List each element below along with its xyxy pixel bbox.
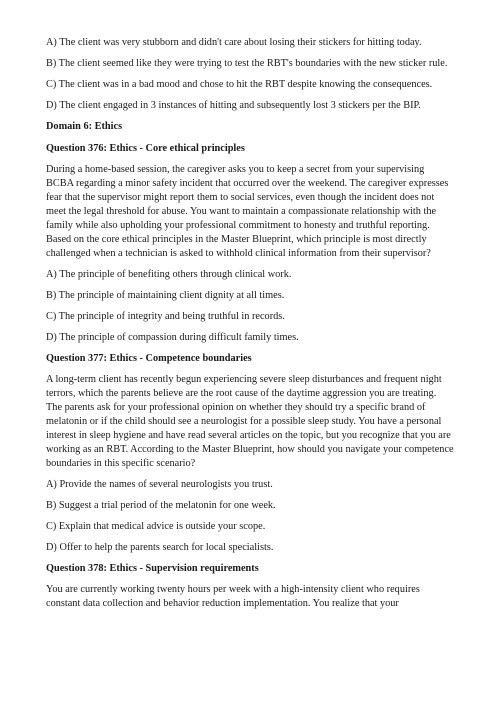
question-block — [46, 142, 454, 345]
question-block — [46, 352, 454, 555]
answer-option: C) Explain that medical advice is outside your scope. — [46, 521, 266, 532]
answer-option: D) Offer to help the parents search for local specialists. — [46, 542, 274, 553]
question-body: You are currently working twenty hours per week with a high-intensity client who requires constant data collection and behavior reduction implementation. You realize that your — [46, 584, 420, 609]
answer-option: D) The client engaged in 3 instances of hitting and subsequently lost 3 stickers per the BIP. — [46, 100, 421, 111]
answer-option: A) The principle of benefiting others through clinical work. — [46, 269, 292, 280]
answer-option: C) The client was in a bad mood and chose to hit the RBT despite knowing the consequences. — [46, 79, 433, 90]
answer-option: D) The principle of compassion during difficult family times. — [46, 332, 299, 343]
question-heading: Question 377: Ethics - Competence boundaries — [46, 353, 252, 364]
answer-option: A) The client was very stubborn and didn't care about losing their stickers for hitting today. — [46, 37, 422, 48]
question-block — [46, 562, 454, 611]
domain-heading: Domain 6: Ethics — [46, 121, 123, 132]
answer-option: A) Provide the names of several neurologists you trust. — [46, 479, 273, 490]
question-body: During a home-based session, the caregiver asks you to keep a secret from your supervising BCBA regarding a minor safety incident that occurred over the weekend. The caregiver expresses fear that the supervisor might report them to social services, even though the incident does not meet the legal threshold for abuse. You want to maintain a compassionate relationship with the family while also upholding your professional commitment to honesty and truthful reporting. Based on the core ethical principles in the Master Blueprint, which principle is most directly challenged when a technician is asked to withhold clinical information from their supervisor? — [46, 164, 449, 259]
previous-question-options — [46, 36, 454, 113]
answer-option: B) The principle of maintaining client dignity at all times. — [46, 290, 285, 301]
answer-option: C) The principle of integrity and being truthful in records. — [46, 311, 285, 322]
answer-option: B) Suggest a trial period of the melatonin for one week. — [46, 500, 276, 511]
question-body: A long-term client has recently begun experiencing severe sleep disturbances and frequent night terrors, which the parents believe are the root cause of the daytime aggression you are treating. The parents ask for your professional opinion on whether they should try a specific brand of melatonin or if the child should see a neurologist for a possible sleep study. You have a personal interest in sleep hygiene and have read several articles on the topic, but you recognize that you are working as an RBT. According to the Master Blueprint, how should you navigate your competence boundaries in this specific scenario? — [46, 374, 454, 469]
question-heading: Question 376: Ethics - Core ethical principles — [46, 143, 245, 154]
question-heading: Question 378: Ethics - Supervision requirements — [46, 563, 259, 574]
document-page — [46, 36, 454, 618]
answer-option: B) The client seemed like they were trying to test the RBT's boundaries with the new sticker rule. — [46, 58, 448, 69]
